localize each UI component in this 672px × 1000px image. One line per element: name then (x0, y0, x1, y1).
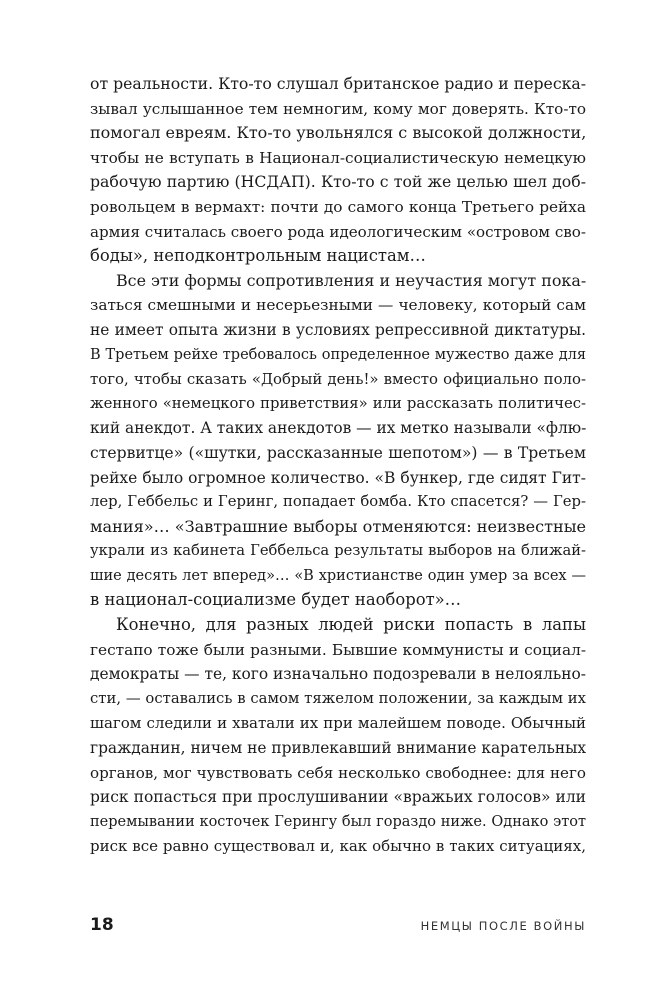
page-number: 18 (90, 915, 114, 935)
text-line: риск все равно существовал и, как обычно в таких ситуациях, (90, 837, 586, 856)
paragraph (90, 613, 586, 859)
text-line: рейхе было огромное количество. «В бункер, где сидят Гит- (90, 468, 586, 487)
text-line: перемывании косточек Герингу был гораздо ниже. Однако этот (90, 813, 586, 830)
text-line: демократы — те, кого изначально подозревали в нелояльно- (90, 665, 586, 684)
text-line: ровольцем в вермахт: почти до самого конца Третьего рейха (90, 197, 586, 216)
text-line: гестапо тоже были разными. Бывшие коммунисты и социал- (90, 640, 586, 659)
text-line: в национал-социализме будет наоборот»… (90, 590, 462, 610)
text-line: В Третьем рейхе требовалось определенное мужество даже для (90, 346, 586, 363)
text-line: сти, — оставались в самом тяжелом положении, за каждым их (90, 689, 586, 707)
text-line: Конечно, для разных людей риски попасть в лапы (116, 615, 586, 635)
text-line: от реальности. Кто-то слушал британское радио и переска- (90, 74, 587, 93)
text-line: гражданин, ничем не привлекавший внимание карательных (90, 739, 587, 758)
text-line: зывал услышанное тем немногим, кому мог доверять. Кто-то (90, 99, 586, 118)
text-line: рабочую партию (НСДАП). Кто-то с той же целью шел доб- (90, 172, 586, 192)
text-line: армия считалась своего рода идеологическим «островом сво- (90, 222, 586, 241)
text-line: стервитце» («шутки, рассказанные шепотом») — в Третьем (90, 443, 586, 462)
page-footer (90, 915, 586, 939)
text-line: лер, Геббельс и Геринг, попадает бомба. Кто спасется? — Гер- (90, 493, 586, 511)
text-line: украли из кабинета Геббельса результаты выборов на ближай- (90, 542, 586, 560)
text-line: кий анекдот. А таких анекдотов — их метко называли «флю- (90, 419, 587, 438)
paragraph (90, 72, 586, 269)
paragraph (90, 269, 586, 613)
text-line: шие десять лет вперед»… «В христианстве один умер за всех — (90, 567, 586, 584)
text-line: женного «немецкого приветствия» или рассказать политичес- (90, 394, 586, 412)
text-line: заться смешными и несерьезными — человеку, который сам (90, 296, 586, 315)
page-content (90, 72, 586, 982)
text-line: органов, мог чувствовать себя несколько свободнее: для него (90, 763, 586, 782)
text-line: не имеет опыта жизни в условиях репрессивной диктатуры. (90, 320, 586, 339)
body-text (90, 72, 586, 859)
text-line: помогал евреям. Кто-то увольнялся с высокой должности, (90, 123, 587, 143)
text-line: шагом следили и хватали их при малейшем поводе. Обычный (90, 714, 586, 733)
text-line: того, чтобы сказать «Добрый день!» вместо официально поло- (90, 370, 586, 389)
running-title: НЕМЦЫ ПОСЛЕ ВОЙНЫ (420, 919, 586, 933)
text-line: Все эти формы сопротивления и неучастия могут пока- (116, 270, 587, 290)
text-line: чтобы не вступать в Национал-социалистическую немецкую (90, 148, 586, 167)
text-line: мания»… «Завтрашние выборы отменяются: неизвестные (90, 516, 587, 536)
text-line: риск попасться при прослушивании «вражьих голосов» или (90, 788, 586, 807)
text-line: боды», неподконтрольным нацистам… (90, 246, 426, 266)
